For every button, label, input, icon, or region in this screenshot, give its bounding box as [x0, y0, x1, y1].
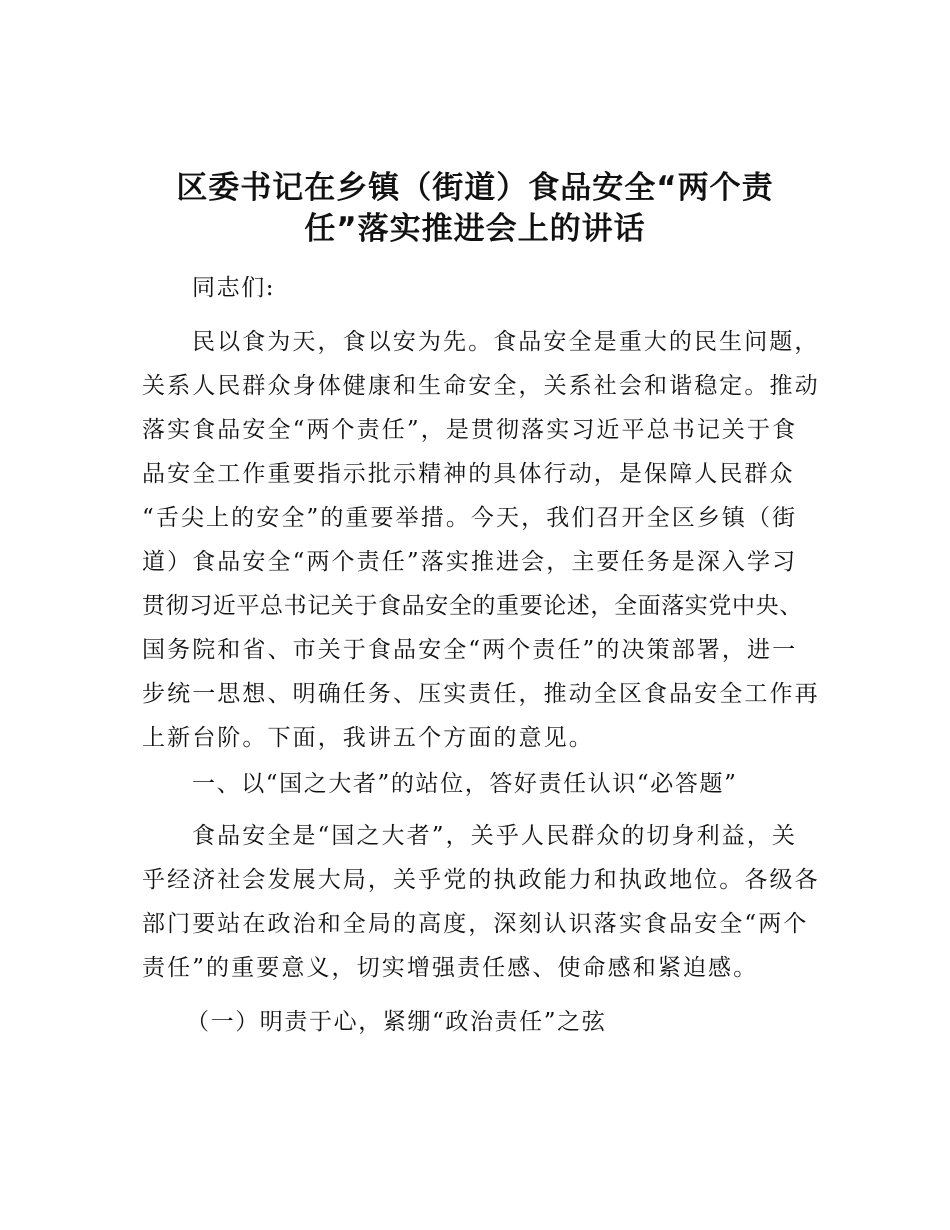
paragraph-line: 责任”的重要意义，切实增强责任感、使命感和紧迫感。 — [142, 955, 759, 981]
title-line-1: 区委书记在乡镇（街道）食品安全“两个责 — [176, 170, 774, 206]
subsection-heading-1: （一）明责于心，紧绷“政治责任”之弦 — [186, 1009, 607, 1035]
paragraph-2 — [142, 814, 820, 990]
paragraph-line: 国务院和省、市关于食品安全“两个责任”的决策部署，进一 — [142, 637, 798, 663]
paragraph-line: 民以食为天，食以安为先。食品安全是重大的民生问题， — [192, 329, 820, 355]
paragraph-line: 落实食品安全“两个责任”，是贯彻落实习近平总书记关于食 — [142, 417, 798, 443]
paragraph-line: 道）食品安全“两个责任”落实推进会，主要任务是深入学习 — [142, 549, 798, 575]
paragraph-1 — [142, 320, 820, 760]
title-line-2: 任”落实推进会上的讲话 — [304, 211, 646, 247]
section-heading-1: 一、以“国之大者”的站位，答好责任认识“必答题” — [192, 771, 738, 797]
paragraph-line: 贯彻习近平总书记关于食品安全的重要论述，全面落实党中央、 — [142, 593, 803, 619]
paragraph-line: 部门要站在政治和全局的高度，深刻认识落实食品安全“两个 — [142, 911, 809, 937]
salutation: 同志们: — [192, 275, 276, 301]
paragraph-line: “舌尖上的安全”的重要举措。今天，我们召开全区乡镇（街 — [142, 505, 798, 531]
paragraph-line: 关系人民群众身体健康和生命安全，关系社会和谐稳定。推动 — [142, 373, 820, 399]
paragraph-line: 上新台阶。下面，我讲五个方面的意见。 — [142, 725, 594, 751]
document-title — [120, 168, 830, 250]
paragraph-line: 食品安全是“国之大者”，关乎人民群众的切身利益，关 — [192, 823, 798, 849]
paragraph-line: 品安全工作重要指示批示精神的具体行动，是保障人民群众 — [142, 461, 795, 487]
paragraph-line: 步统一思想、明确任务、压实责任，推动全区食品安全工作再 — [142, 681, 820, 707]
paragraph-line: 乎经济社会发展大局，关乎党的执政能力和执政地位。各级各 — [142, 867, 820, 893]
